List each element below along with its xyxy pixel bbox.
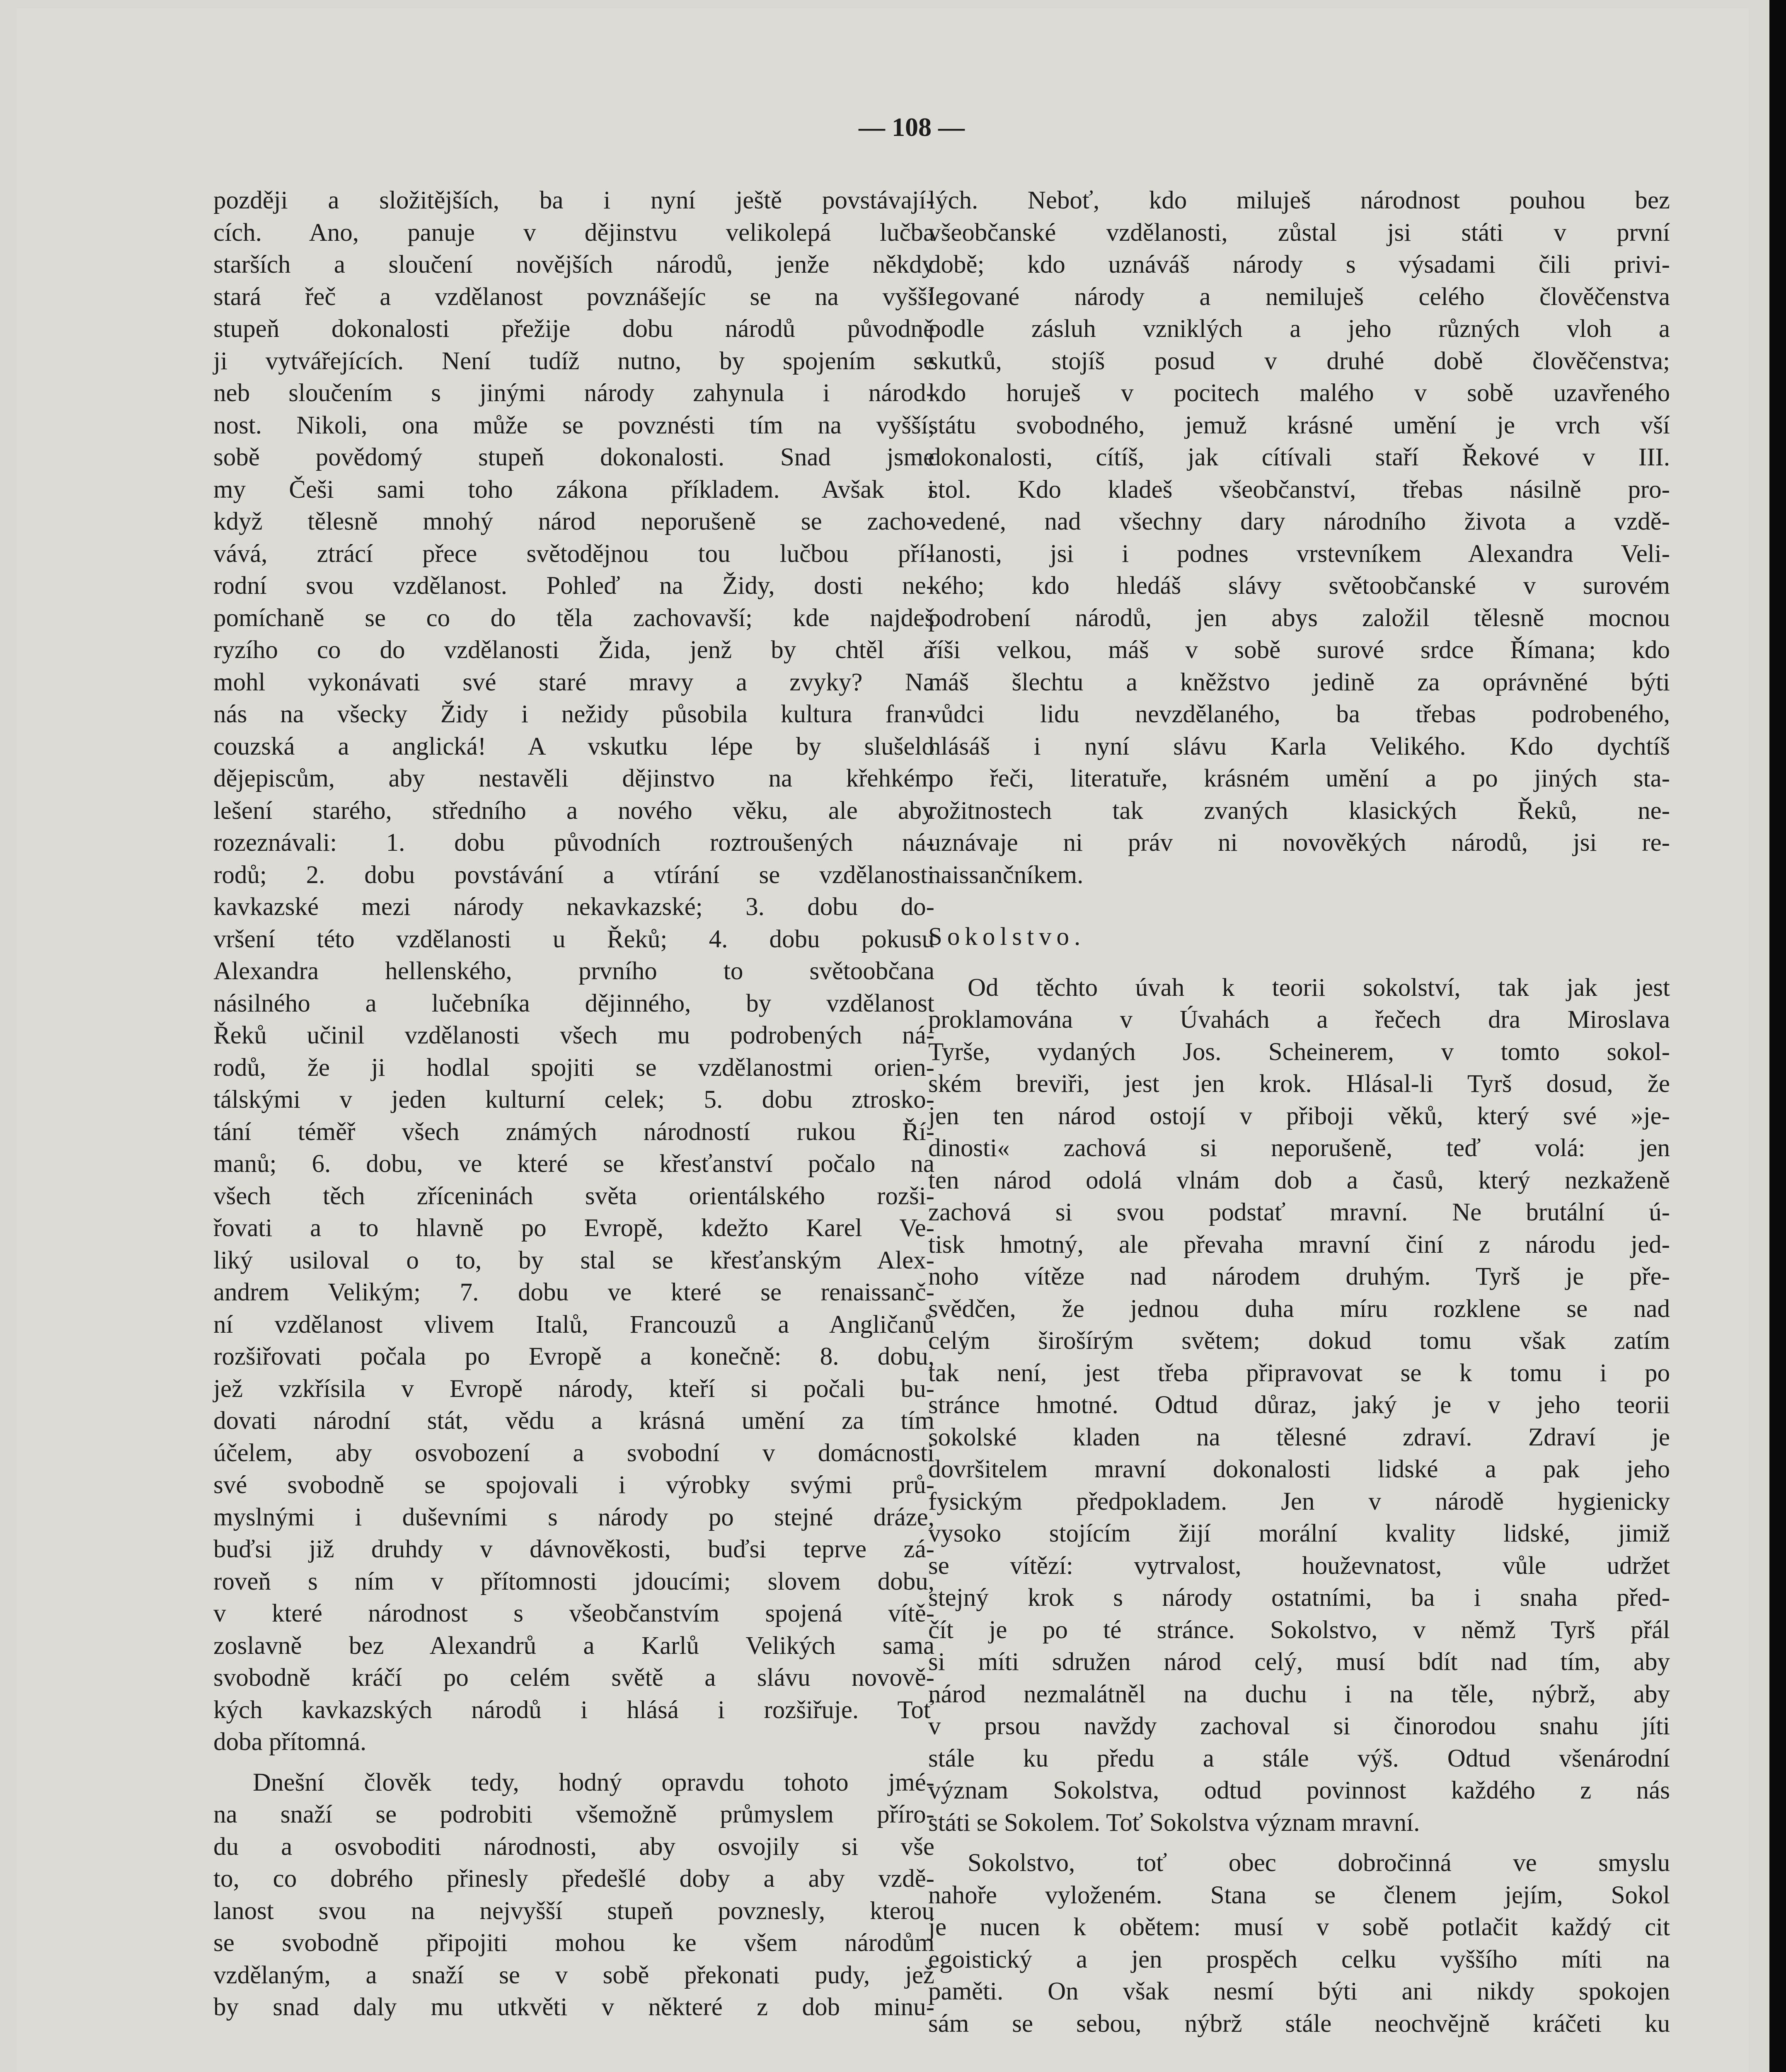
text-line: zoslavně bez Alexandrů a Karlů Velikých sama <box>213 1631 934 1660</box>
text-line: ji vytvářejících. Není tudíž nutno, by spojením se <box>213 347 934 375</box>
text-line: liký usiloval o to, by stal se křesťanským Alex- <box>213 1246 934 1274</box>
text-line: vysoko stojícím žijí morální kvality lidské, jimiž <box>928 1520 1670 1547</box>
text-line: dokonalosti, cítíš, jak cítívali staří Řekové v III. <box>928 443 1670 471</box>
paragraph-gap <box>213 1758 934 1767</box>
right-column-paragraph-block <box>928 184 1670 899</box>
text-line: když tělesně mnohý národ neporušeně se zacho- <box>213 508 934 535</box>
text-line: paměti. On však nesmí býti ani nikdy spokojen <box>928 1978 1670 2005</box>
text-line: své svobodně se spojovali i výrobky svými prů- <box>213 1471 934 1499</box>
text-line: státu svobodného, jemuž krásné umění je vrch vší <box>928 411 1670 439</box>
text-line: podle zásluh vzniklých a jeho různých vloh a <box>928 315 1670 343</box>
page-number: — 108 — <box>859 112 965 142</box>
text-line: my Češi sami toho zákona příkladem. Avšak i <box>213 475 934 503</box>
text-line: skutků, stojíš posud v druhé době člověčenstva; <box>928 347 1670 375</box>
text-line: stará řeč a vzdělanost povznášejíc se na vyšší <box>213 283 934 311</box>
section-heading: Sokolstvo. <box>928 923 1086 951</box>
text-line: Od těchto úvah k teorii sokolství, tak jak jest <box>968 973 1670 1002</box>
text-line: du a osvoboditi národnosti, aby osvojily si vše <box>213 1832 934 1861</box>
text-line: říši velkou, máš v sobě surové srdce Římana; kdo <box>928 636 1670 664</box>
text-line: fysickým předpokladem. Jen v národě hygienicky <box>928 1487 1670 1515</box>
text-line: Dnešní člověk tedy, hodný opravdu tohoto jmé- <box>253 1768 934 1796</box>
text-line: lešení starého, středního a nového věku, ale aby <box>213 796 934 825</box>
text-line: násilného a lučebníka dějinného, by vzdělanost <box>213 989 934 1017</box>
text-line: legované národy a nemiluješ celého člověčenstva <box>928 283 1670 311</box>
text-line: všeobčanské vzdělanosti, zůstal jsi státi v první <box>928 218 1670 247</box>
text-line: jen ten národ ostojí v přiboji věků, který své »je- <box>928 1102 1670 1130</box>
text-line: sobě povědomý stupeň dokonalosti. Snad jsme <box>213 443 934 471</box>
text-line: čít je po té stránce. Sokolstvo, v němž Tyrš přál <box>928 1616 1670 1644</box>
text-line: manů; 6. dobu, ve které se křesťanství počalo na <box>213 1150 934 1178</box>
text-line: dějepiscům, aby nestavěli dějinstvo na křehkém <box>213 765 934 792</box>
text-line: dovati národní stát, vědu a krásná umění za tím <box>213 1407 934 1435</box>
left-text-column <box>213 184 934 2024</box>
text-line: myslnými i duševními s národy po stejné dráze, <box>213 1503 934 1531</box>
text-line: uznávaje ni práv ni novověkých národů, jsi re- <box>928 829 1670 857</box>
paragraph-gap <box>928 891 1670 899</box>
text-line: Sokolstvo, toť obec dobročinná ve smyslu <box>968 1849 1670 1877</box>
text-line: hlásáš i nyní slávu Karla Velikého. Kdo dychtíš <box>928 732 1670 760</box>
text-line: si míti sdružen národ celý, musí bdít nad tím, aby <box>928 1648 1670 1676</box>
text-line: stále ku předu a stále výš. Odtud všenárodní <box>928 1744 1670 1772</box>
text-line: význam Sokolstva, odtud povinnost každého z nás <box>928 1777 1670 1804</box>
text-line: řovati a to hlavně po Evropě, kdežto Karel Ve- <box>213 1214 934 1242</box>
text-line: dinosti« zachová si neporušeně, teď volá: jen <box>928 1134 1670 1162</box>
text-line: v prsou navždy zachoval si činorodou snahu jíti <box>928 1712 1670 1740</box>
text-line: tálskými v jeden kulturní celek; 5. dobu ztrosko- <box>213 1086 934 1113</box>
text-line: kých kavkazských národů i hlásá i rozšiřuje. Toť <box>213 1696 934 1724</box>
text-line: Řeků učinil vzdělanosti všech mu podrobených ná- <box>213 1021 934 1049</box>
text-line: andrem Velikým; 7. dobu ve které se renaissanč- <box>213 1278 934 1306</box>
text-line: nahoře vyloženém. Stana se členem jejím, Sokol <box>928 1881 1670 1909</box>
paragraph-gap <box>928 1839 1670 1847</box>
text-line: je nucen k obětem: musí v sobě potlačit každý cit <box>928 1913 1670 1941</box>
text-line: couzská a anglická! A vskutku lépe by slušelo <box>213 732 934 760</box>
text-line: dovršitelem mravní dokonalosti lidské a pak jeho <box>928 1455 1670 1483</box>
text-line: ryzího co do vzdělanosti Žida, jenž by chtěl a <box>213 636 934 664</box>
text-line: rodů, že ji hodlal spojiti se vzdělanostmi orien- <box>213 1053 934 1082</box>
text-line: účelem, aby osvobození a svobodní v domácnosti <box>213 1439 934 1467</box>
text-line: egoistický a jen prospěch celku vyššího míti na <box>928 1945 1670 1973</box>
text-line: zachová si svou podstať mravní. Ne brutální ú- <box>928 1198 1670 1226</box>
text-line: ten národ odolá vlnám dob a časů, který nezkaženě <box>928 1166 1670 1194</box>
text-line: jež vzkřísila v Evropě národy, kteří si počali bu- <box>213 1375 934 1403</box>
text-line: svědčen, že jednou duha míru rozklene se nad <box>928 1295 1670 1323</box>
text-line: tisk hmotný, ale převaha mravní činí z národu jed- <box>928 1230 1670 1259</box>
text-line: buďsi již druhdy v dávnověkosti, buďsi teprve zá- <box>213 1535 934 1563</box>
text-line: kavkazské mezi národy nekavkazské; 3. dobu do- <box>213 893 934 921</box>
text-line: to, co dobrého přinesly předešlé doby a aby vzdě- <box>213 1865 934 1893</box>
text-line: se vítězí: vytrvalost, houževnatost, vůle udržet <box>928 1552 1670 1580</box>
text-line: na snaží se podrobiti všemožně průmyslem příro- <box>213 1801 934 1828</box>
text-line: rozeznávali: 1. dobu původních roztroušených ná- <box>213 829 934 857</box>
text-line: stol. Kdo kladeš všeobčanství, třebas násilně pro- <box>928 475 1670 503</box>
text-line: noho vítěze nad národem druhým. Tyrš je pře- <box>928 1263 1670 1290</box>
text-line: máš šlechtu a kněžstvo jedině za oprávněné býti <box>928 668 1670 696</box>
text-line: cích. Ano, panuje v dějinstvu velikolepá lučba <box>213 218 934 247</box>
text-line: kdo horuješ v pocitech malého v sobě uzavřeného <box>928 379 1670 407</box>
text-line: později a složitějších, ba i nyní ještě povstávají- <box>213 186 934 214</box>
text-line: vršení této vzdělanosti u Řeků; 4. dobu pokusu <box>213 925 934 953</box>
text-line: celým širošírým světem; dokud tomu však zatím <box>928 1327 1670 1355</box>
text-line: se svobodně připojiti mohou ke všem národům <box>213 1929 934 1957</box>
text-line: neb sloučením s jinými národy zahynula i národ- <box>213 379 934 407</box>
text-line: tak není, jest třeba připravovat se k tomu i po <box>928 1359 1670 1387</box>
text-line: rodní svou vzdělanost. Pohleď na Židy, dosti ne- <box>213 572 934 600</box>
text-line: stejný krok s národy ostatními, ba i snaha před- <box>928 1584 1670 1612</box>
text-line: starších a sloučení novějších národů, jenže někdy <box>213 251 934 278</box>
text-line: proklamována v Úvahách a řečech dra Miroslava <box>928 1006 1670 1034</box>
text-line: rožitnostech tak zvaných klasických Řeků, ne- <box>928 796 1670 825</box>
text-line: po řeči, literatuře, krásném umění a po jiných sta- <box>928 765 1670 792</box>
text-line: sokolské kladen na tělesné zdraví. Zdraví je <box>928 1423 1670 1451</box>
right-text-column <box>928 184 1670 2040</box>
text-line: pomíchaně se co do těla zachovavší; kde najdeš <box>213 604 934 632</box>
text-line: roveň s ním v přítomnosti jdoucími; slovem dobu, <box>213 1567 934 1595</box>
text-line: nás na všecky Židy i nežidy působila kultura fran- <box>213 700 934 728</box>
right-column-paragraph-block <box>928 972 1670 2040</box>
text-line: všech těch zříceninách světa orientálského rozši- <box>213 1182 934 1210</box>
text-line: vzdělaným, a snaží se v sobě překonati pudy, jež <box>213 1961 934 1989</box>
text-line: kého; kdo hledáš slávy světoobčanské v surovém <box>928 572 1670 600</box>
text-line: stupeň dokonalosti přežije dobu národů původně <box>213 315 934 343</box>
text-line: nost. Nikoli, ona může se povznésti tím na vyšší, <box>213 411 934 439</box>
text-line: podrobení národů, jen abys založil tělesně mocnou <box>928 604 1670 632</box>
text-line: vává, ztrácí přece světodějnou tou lučbou pří- <box>213 540 934 568</box>
text-line: vedené, nad všechny dary národního života a vzdě- <box>928 508 1670 535</box>
text-line: rodů; 2. dobu povstávání a vtírání se vzdělanosti <box>213 861 934 889</box>
text-line: Alexandra hellenského, prvního to světoobčana <box>213 957 934 985</box>
text-line: národ nezmalátněl na duchu i na těle, nýbrž, aby <box>928 1680 1670 1708</box>
text-line: ském breviři, jest jen krok. Hlásal-li Tyrš dosud, že <box>928 1070 1670 1098</box>
text-line: době; kdo uznáváš národy s výsadami čili privi- <box>928 251 1670 278</box>
text-line: svobodně kráčí po celém světě a slávu novově- <box>213 1664 934 1692</box>
text-line: ní vzdělanost vlivem Italů, Francouzů a Angličanů <box>213 1310 934 1339</box>
text-line: vůdci lidu nevzdělaného, ba třebas podrobeného, <box>928 700 1670 728</box>
text-line: by snad daly mu utkvěti v některé z dob minu- <box>213 1993 934 2021</box>
text-line: lanost svou na nejvyšší stupeň povznesly, kterou <box>213 1897 934 1925</box>
text-line: naissančníkem. <box>928 861 1084 889</box>
text-line: stránce hmotné. Odtud důraz, jaký je v jeho teorii <box>928 1391 1670 1419</box>
text-line: v které národnost s všeobčanstvím spojená vítě- <box>213 1600 934 1627</box>
text-line: tání téměř všech známých národností rukou Ří- <box>213 1118 934 1146</box>
text-line: Tyrše, vydaných Jos. Scheinerem, v tomto sokol- <box>928 1038 1670 1066</box>
scan-edge-right <box>1769 0 1786 2072</box>
text-line: sám se sebou, nýbrž stále neochvějně kráčeti ku <box>928 2009 1670 2038</box>
text-line: lých. Neboť, kdo miluješ národnost pouhou bez <box>928 186 1670 214</box>
text-line: státi se Sokolem. Toť Sokolstva význam mravní. <box>928 1808 1420 1837</box>
text-line: mohl vykonávati své staré mravy a zvyky? Na <box>213 668 934 696</box>
text-line: rozšiřovati počala po Evropě a konečně: 8. dobu, <box>213 1343 934 1370</box>
text-line: doba přítomná. <box>213 1728 367 1756</box>
text-line: lanosti, jsi i podnes vrstevníkem Alexandra Veli- <box>928 540 1670 568</box>
